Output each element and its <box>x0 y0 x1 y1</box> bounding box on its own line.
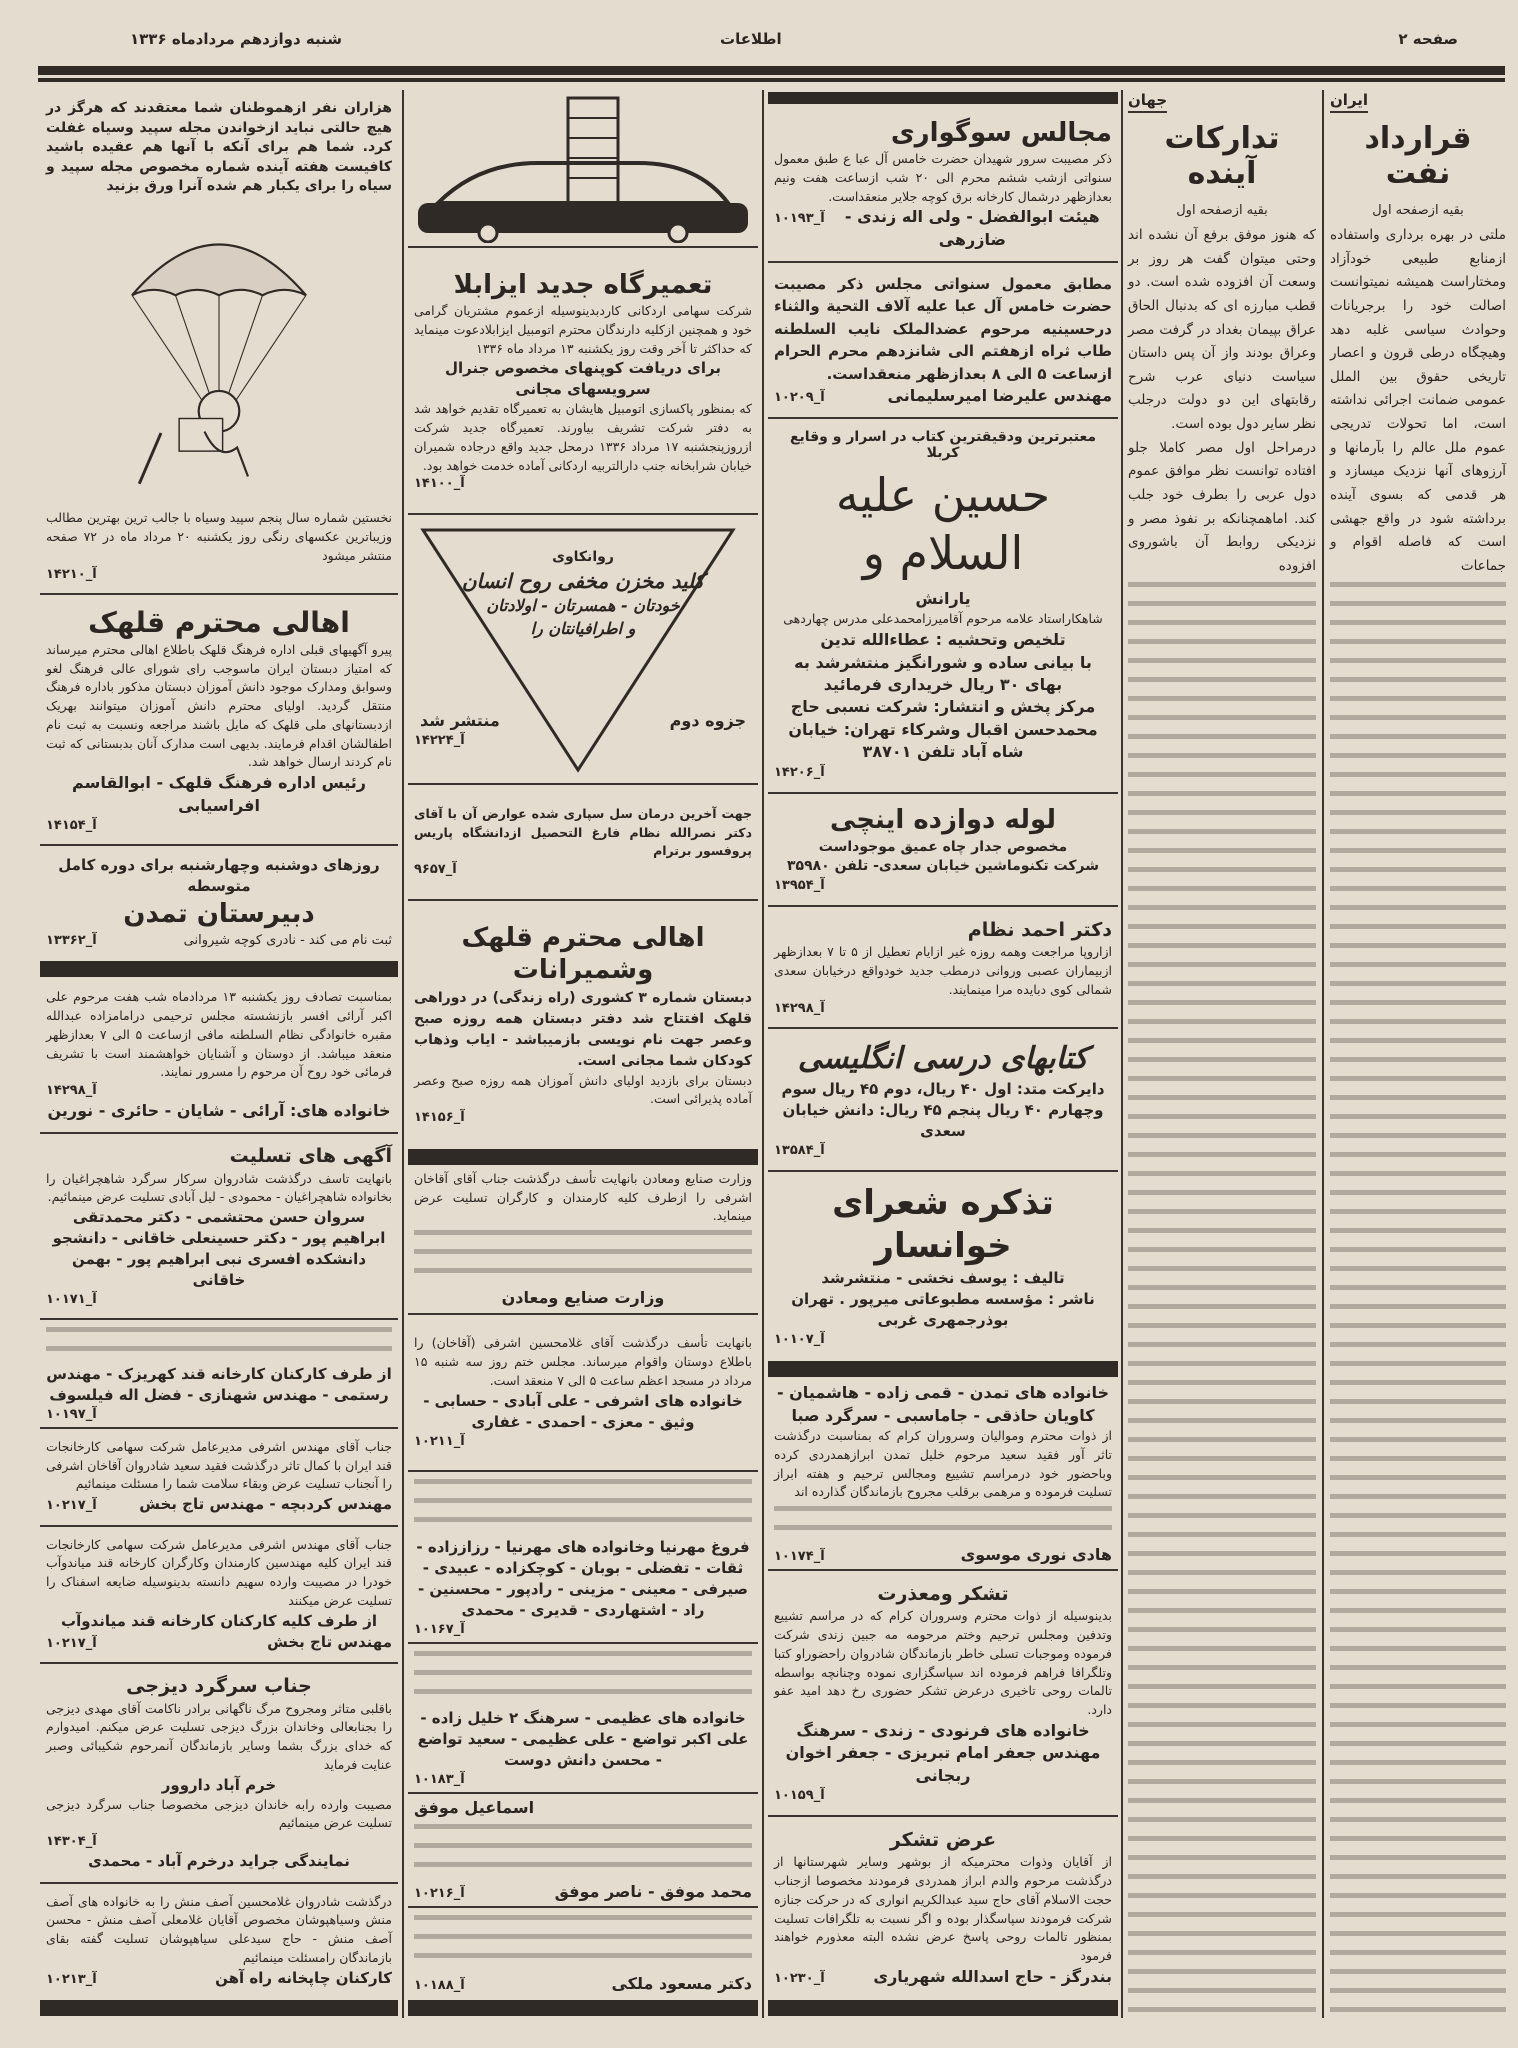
ad-psychoanalysis-booklet <box>408 515 758 785</box>
notice-code: آ_۱۰۱۵۹ <box>774 1787 825 1803</box>
ad-code: آ_۱۴۲۲۴ <box>414 733 465 749</box>
notice-code: آ_۱۰۲۱۳ <box>46 1971 97 1987</box>
black-bar <box>768 2000 1118 2016</box>
ad-pipe <box>768 794 1118 907</box>
column-divider <box>762 90 764 2018</box>
ad-distributor: مرکز پخش و انتشار: شرکت نسبی حاج محمدحسن اقبال وشرکاء تهران: خیابان شاه آباد تلفن ۳۸۷۰۱ <box>788 697 1098 762</box>
ad-text: دبستان برای بازدید اولیای دانش آموزان همه روزه صبح وعصر آماده پذیرائی است. <box>414 1072 752 1107</box>
ad-title: کتابهای درسی انگلیسی <box>797 1041 1089 1077</box>
ad-author: تالیف : یوسف نخشی - منتشرشد <box>821 1269 1065 1288</box>
ads-column-5 <box>40 90 398 2018</box>
notice-code: آ_۱۰۱۶۷ <box>414 1621 465 1637</box>
ad-khansar-poets <box>768 1172 1118 1360</box>
ad-text: پیرو آگهیهای قبلی اداره فرهنگ قلهک باطلاع اهالی محترم میرساند که امتیاز دبستان ایران ماسوجب رای شورای عالی فرهنگ لغو وسوابق ومدارک موجود دانش آموزان دبستان مذکور باداره فرهنگ منتقل گردید. اولیای محترم دانش آموزان میتوانند بهریک ازدبستانهای ملی قلهک که مایل باشند مراجعه ونسبت به ثبت نام اطفالشان اقدام فرمایند. بدیهی است مدارک آنان بدبستانی که ثبت نام کردند ارسال خواهد شد. <box>46 641 392 770</box>
notice-signature: خرم آباد داروور <box>161 1775 277 1794</box>
ad-izabla-garage <box>408 248 758 515</box>
ad-title: دکتر احمد نظام <box>967 918 1112 941</box>
black-bar <box>768 92 1118 104</box>
notice-code: آ_۱۰۱۷۱ <box>46 1292 97 1308</box>
notice-signature: فروغ مهرنیا وخانواده های مهرنیا - رزاززاده - ثقات - تفضلی - بوبان - کوچکزاده - عبیدی - صیرفی - معینی - مزینی - رادپور - محسنین - راد - اشتهاردی - قدیری - محمدی <box>416 1537 750 1619</box>
ad-code: آ_۱۴۲۹۸ <box>774 1000 825 1016</box>
ad-line: جزوه دوم <box>669 711 746 731</box>
notice-signature: کارکنان چاپخانه راه آهن <box>215 1968 392 1987</box>
ad-code: آ_۱۴۱۵۴ <box>46 818 97 834</box>
notice-code: آ_۱۰۱۸۸ <box>414 1977 465 1993</box>
ad-line: روانکاوی <box>552 548 614 565</box>
notice-azimi <box>408 1644 758 1794</box>
notice-signature: محمد موفق - ناصر موفق <box>554 1881 752 1901</box>
column-divider <box>1121 90 1123 2018</box>
ad-author: شاهکاراستاد علامه مرحوم آقامیرزامحمدعلی مدرس چهاردهی <box>783 611 1103 627</box>
ad-intro: معتبرترین ودقیقترین کتاب در اسرار و وقایع کربلا <box>789 429 1097 462</box>
ad-tamaddon-school <box>40 846 398 959</box>
ad-title: تعمیرگاه جدید ایزابلا <box>453 269 713 300</box>
ad-company: شرکت تکنوماشین خیابان سعدی- تلفن ۳۵۹۸۰ <box>786 858 1099 875</box>
ad-qolhak-education <box>40 595 398 846</box>
notice-signature: سروان حسن محتشمی - دکتر محمدتقی ابراهیم پور - دکتر حسینعلی خاقانی - دانشجو دانشکده افسری نبی ابراهیم پور - بهمن خاقانی <box>52 1208 386 1290</box>
column-divider <box>402 90 404 2018</box>
notice-signature: مهندس کردبچه - مهندس تاج بخش <box>139 1495 392 1514</box>
notice-signature: خانواده های عظیمی - سرهنگ ۲ خلیل زاده - علی اکبر تواضع - علی عظیمی - سعید تواضع - محسن دانش دوست <box>417 1709 749 1770</box>
notice-title: عرض تشکر <box>889 1828 997 1851</box>
notice-araee <box>40 979 398 1134</box>
ad-code: آ_۱۳۳۶۲ <box>46 932 97 948</box>
notice-text: جناب آقای مهندس اشرفی مدیرعامل شرکت سهامی کارخانجات قند ایران کلیه مهندسین کارمندان وکارگران کارخانه قند میاندوآب خودرا در مصیبت وارده سهیم دانسته بدینوسیله ضایعه اسفناک را تسلیت عرض میکنند <box>46 1536 392 1608</box>
ad-title: کلید مخزن مخفی روح انسان <box>461 569 705 594</box>
ad-code: آ_۹۶۵۷ <box>414 862 457 878</box>
black-bar <box>40 961 398 977</box>
ad-publisher: ناشر : مؤسسه مطبوعاتی میرپور . تهران بوذرجمهری غربی <box>791 1290 1095 1330</box>
ad-mourning <box>768 106 1118 263</box>
article-oil-contract <box>1330 90 1506 2018</box>
notice-movafegh <box>408 1794 758 1908</box>
notice-text: درگذشت شادروان غلامحسین آصف منش را به خانواده های آصف منش وسیاهپوشان مخصوص آقایان غلامعلی آصف منش - محسن آصف منش - حاج سیدعلی سیاهپوشان تسلیت گفته بقای بازماندگان رامسئلت مینمائیم <box>46 1893 392 1965</box>
notice-title: جناب سرگرد دیزجی <box>126 1675 312 1698</box>
notice-code: آ_۱۰۲۱۷ <box>46 1635 97 1651</box>
ad-title: مجالس سوگواری <box>890 117 1112 148</box>
black-bar <box>40 2000 398 2016</box>
notice-condolences <box>40 1134 398 1321</box>
ads-column-3 <box>768 90 1118 2018</box>
continued-label: بقیه ازصفحه اول <box>1372 203 1464 218</box>
ad-text: ذکر مصیبت سرور شهیدان حضرت خامس آل عبا ع طبق معمول سنواتی ازشب ششم محرم الی ۲۰ شب ازساعت هفت ونیم بعدازظهر درشمال کارخانه برق کوچه جلایر منعقداست. <box>774 151 1112 204</box>
notice-signature: هادی نوری موسوی <box>960 1544 1112 1564</box>
black-bar <box>408 1149 758 1165</box>
notice-code: آ_۱۰۱۷۴ <box>774 1548 825 1564</box>
ad-text: دایرکت متد: اول ۴۰ ریال، دوم ۴۵ ریال سوم وچهارم ۴۰ ریال پنجم ۴۵ ریال: دانش خیابان سعدی <box>781 1079 1105 1140</box>
ad-mourning-2 <box>768 263 1118 419</box>
ad-doctor-nasrollah <box>408 785 758 901</box>
notice-thanks <box>768 1817 1118 1998</box>
notice-code: آ_۱۰۲۱۱ <box>414 1433 465 1449</box>
building-car-illustration <box>418 93 748 243</box>
ad-code: آ_۱۴۱۵۶ <box>414 1110 465 1125</box>
notice-code: آ_۱۰۱۸۳ <box>414 1772 465 1788</box>
notice-code: آ_۱۴۲۹۸ <box>46 1083 97 1099</box>
notice-signature: از طرف کلیه کارکنان کارخانه قند میاندوآب <box>61 1611 377 1630</box>
notice-thanks-apology <box>768 1571 1118 1817</box>
ad-text: دبستان شماره ۳ کشوری (راه زندگی) در دوراهی قلهک افتتاح شد دفتر دبستان همه روزه صبح وعصر جهت نام نویسی بازمیباشد - ایاب وذهاب کودکان شما مجانی است. <box>414 989 752 1069</box>
ad-line: منتشر شد <box>420 711 500 731</box>
ad-subtitle: یارانش <box>915 589 971 609</box>
notice-signature: بندرگز - حاج اسدالله شهریاری <box>873 1966 1112 1986</box>
garage-illustration <box>408 90 758 248</box>
notice-text: وزارت صنایع ومعادن بانهایت تأسف درگذشت جناب آقای آقاخان اشرفی را ازطرف کلیه کارمندان و کارگران تسلیت عرض مینماید. <box>414 1170 752 1224</box>
ad-text: ثبت نام می کند - نادری کوچه شیروانی <box>183 932 392 948</box>
ad-signature: رئیس اداره فرهنگ قلهک - ابوالقاسم افراسیابی <box>72 773 366 815</box>
article-title: تدارکات آینده <box>1164 121 1280 191</box>
notice-signature: مهندس تاج بخش <box>267 1632 392 1651</box>
notice-text <box>414 1915 752 1968</box>
notice-code: آ_۱۰۱۹۷ <box>46 1406 97 1422</box>
ad-highlight: برای دریافت کوپنهای مخصوص جنرال سرویسهای مجانی <box>444 359 722 399</box>
ad-text: جهت آخرین درمان سل سپاری شده عوارض آن با آقای دکتر نصرالله نظام فارغ التحصیل ازدانشگاه پاریس پروفسور برترام <box>414 805 752 859</box>
notice-text: بمناسبت تصادف روز یکشنبه ۱۳ مردادماه شب هفت مرحوم علی اکبر آرائی افسر بازنشسته مجلس ترحیمی درامامزاده عبدالله مقبره خانوادگی نظام السلطنه مافی ازساعت ۵ الی ۷ بعدازظهر منعقد میباشد. از دوستان و آشنایان خواهشمند است با تشریف فرمائی خود روح آن مرحوم را مسرور نمایند. <box>46 989 392 1080</box>
ad-sepid-va-siah <box>40 90 398 500</box>
notice-signature: خانواده های فرنودی - زندی - سرهنگ مهندس جعفر امام تبریزی - جعفر اخوان ربجانی <box>785 1720 1101 1785</box>
ad-code: آ_۱۰۲۰۹ <box>774 390 825 406</box>
ad-code: آ_۱۴۲۱۰ <box>46 566 97 582</box>
notice-aghakhan <box>408 1315 758 1473</box>
ad-signature: مهندس علیرضا امیرسلیمانی <box>887 386 1112 406</box>
ad-title: اهالی محترم قلهک <box>88 605 350 639</box>
section-label: ایران <box>1330 91 1368 113</box>
notice-text: از ذوات محترم وموالیان وسروران کرام که بمناسبت درگذشت تاثر آور فقید سعید مرحوم خلیل تمدن ابرازهمدردی کرده وباحضور خود درمراسم تشییع ومجالس ترحیم و هفته ابراز تسلیت فرموده و مرهمی برقلب مجروح بازماندگان گذارده اند <box>774 1428 1112 1500</box>
notice-signature: خانواده های: آرائی - شایان - حائری - نورین <box>47 1101 391 1121</box>
page-number: صفحه ۲ <box>1398 30 1458 48</box>
ad-english-books <box>768 1029 1118 1171</box>
notice-signature: خانواده های اشرفی - علی آبادی - حسابی - وثیق - معزی - احمدی - غفاری <box>423 1391 743 1431</box>
notice-text: بانهایت تأسف درگذشت آقای غلامحسین اشرفی (آقاخان) را باطلاع دوستان واقوام میرساند. مجلس ختم روز سه شنبه ۱۵ مرداد در مسجد اعظم ساعت ۵ الی ۷ منعقد است. <box>414 1335 752 1388</box>
ad-signature: هیئت ابوالفضل - ولی اله زندی - ضازرهی <box>844 207 1100 249</box>
notice-text <box>414 1479 752 1532</box>
newspaper-name: اطلاعات <box>720 30 782 48</box>
ad-line: خودتان - همسرتان - اولادتان <box>486 596 680 616</box>
section-title: آگهی های تسلیت <box>229 1144 392 1167</box>
article-text-continued <box>1330 582 1506 2014</box>
section-label: جهان <box>1128 91 1167 113</box>
ad-text: شرکت سهامی اردکانی کاردبدینوسیله ازعموم مشتریان گرامی خود و همچنین ازکلیه دارندگان محترم اتومبیل ایزابلادعوت مینماید که حداکثر تا آخر وقت روز یکشنبه ۱۳ مرداد ماه ۱۳۳۶ <box>414 303 752 356</box>
notice-text: بدینوسیله از ذوات محترم وسروران کرام که در مراسم تشییع وتدفین ومجلس ترحیم وختم مرحومه مه جبین زندی شرکت فرموده وموجبات تسلی خاطر بازماندگان شادروان راحضوراو کتبا وتلگرافا فراهم فرموده اند سپاسگزاری نموده وچنانچه بواسطه تالمات روحی تاخیری درعرض تشکر حضوری رخ دهد امید عفو دارد. <box>774 1608 1112 1718</box>
ad-code: آ_۱۰۱۹۳ <box>774 211 825 227</box>
article-body: درمراحل اول مصر کاملا جلو افتاده توانست نظر موافق عموم دول عربی را بطرف خود جلب کند. اماهمچنانکه بر نفوذ مصر و نزدیکی روابط آن باشوروی افزوده <box>1128 439 1316 574</box>
ad-school-qolhak <box>408 901 758 1147</box>
ad-code: آ_۱۴۲۰۶ <box>774 764 825 780</box>
ad-text: روزهای دوشنبه وچهارشنبه برای دوره کامل متوسطه <box>58 856 380 896</box>
ad-code: آ_۱۳۵۸۴ <box>774 1142 825 1158</box>
notice-dizaji <box>40 1664 398 1884</box>
ad-text: مخصوص جدار چاه عمیق موجوداست <box>818 838 1068 855</box>
notice-asafmanesh <box>40 1884 398 1998</box>
notice-title: خانواده های تمدن - قمی زاده - هاشمیان - کاویان حاذقی - جاماسبی - سرگرد صبا <box>776 1383 1110 1425</box>
ad-doctor-nezam <box>768 907 1118 1030</box>
notice-text <box>414 1651 752 1704</box>
ad-line: و اطرافیانتان را <box>530 618 636 638</box>
notice-text <box>46 1327 392 1359</box>
notice-title: تشکر ومعذرت <box>877 1582 1009 1605</box>
notice-title: اسماعیل موفق <box>414 1798 535 1818</box>
article-body: که هنوز موفق برفع آن نشده اند وحتی میتوان گفت هر روز بر وسعت آن افزوده شده است. دو قطب مبارزه ای که بدنبال الحاق عراق بپیمان بغداد در گرفت مصر وعراق بودند واز آن پس داستان سیاست دنیای عرب شرح رقابتهای این دو دولت درجلب نظر سایر دول بوده است. <box>1128 227 1316 432</box>
notice-maleki <box>408 1908 758 1998</box>
article-body: ملتی در بهره برداری واستفاده ازمنابع طبیعی خودآزاد ومختاراست همیشه نمیتوانست اصالت خود را برجریانات وحوادث سیاسی غلبه دهد وهیچگاه درطی قرون و اعصار تاریخی حقوق بین الملل عمومی ضمانت اجرائی نداشته است، اما تحولات تدریجی عموم ملل عالم را بآرمانها و آرزوهای آنها نزدیک میسازد و هر قدمی که بسوی آینده برداشته شود در واقع جهشی است که فاصله اقوام و جماعات <box>1330 227 1506 574</box>
ad-title: حسین علیه السلام و <box>835 468 1051 580</box>
black-bar <box>768 1361 1118 1377</box>
notice-code: آ_۱۰۲۱۶ <box>414 1885 465 1901</box>
notice-ashrafi-1 <box>40 1429 398 1527</box>
ad-title: تذکره شعرای خوانسار <box>832 1183 1054 1266</box>
ad-text: هزاران نفر ازهموطنان شما معتقدند که هرگز در هیچ حالتی نباید ازخواندن مجله سپید وسیاه غفلت کرد. شما هم برای آنکه با آنها هم عقیده باشید کافیست هفته آینده شماره مخصوص مجله سپید و سیاه را برای یکبار هم شده آنرا ورق بزنید <box>46 100 392 195</box>
ad-code: آ_۱۳۹۵۴ <box>774 877 825 893</box>
ad-text: نخستین شماره سال پنجم سپید وسیاه با جالب ترین بهترین مطالب وزیباترین عکسهای رنگی روز یکشنبه ۲۰ مرداد ماه در ۷۲ صفحه منتشر میشود <box>46 510 393 563</box>
continued-label: بقیه ازصفحه اول <box>1176 203 1268 218</box>
notice-text: باقلبی متاثر ومجروح مرگ ناگهانی برادر ناکامت آقای مهدی دیزجی را بجنابعالی وخاندان بزرگ دیزجی تسلیت عرض میکنم. امیدوارم که خدای بزرگ بشما وسایر بازماندگان آنمرحوم شکیبائی وصبر عنایت فرماید <box>46 1700 392 1772</box>
ad-title: اهالی محترم قلهک وشمیرانات <box>461 922 705 985</box>
ad-caption <box>40 500 398 595</box>
ad-editor: تلخیص وتحشیه : عطاءالله تدین <box>820 630 1066 650</box>
issue-date: شنبه دوازدهم مردادماه ۱۳۳۶ <box>130 30 342 48</box>
notice-ashrafi-2 <box>40 1527 398 1664</box>
ad-code: آ_۱۰۱۰۷ <box>774 1332 825 1348</box>
parachute-cartoon <box>99 201 339 491</box>
notice-signature: دکتر مسعود ملکی <box>611 1973 752 1993</box>
notice-mehrnia <box>408 1472 758 1643</box>
ad-price: با بیانی ساده و شورانگیز منتشرشد به بهای ۳۰ ریال خریداری فرمائید <box>794 652 1092 695</box>
ad-book-hossein <box>768 419 1118 793</box>
ad-title: لوله دوازده اینچی <box>829 805 1057 836</box>
notice-kahrizak <box>40 1320 398 1428</box>
ad-text: ازاروپا مراجعت وهمه روزه غیر ازایام تعطیل از ۵ تا ۷ بعدازظهر ازبیماران عصبی وروانی درمطب جدید خودواقع درخیابان سعدی شمالی کوی دبایده مرا مینمایند. <box>774 944 1112 997</box>
notice-signature: وزارت صنایع ومعادن <box>501 1288 665 1308</box>
ad-code: آ_۱۴۱۰۰ <box>414 476 465 492</box>
article-text-continued <box>1128 582 1316 2014</box>
notice-code: آ_۱۴۳۰۴ <box>46 1834 97 1850</box>
column-divider <box>1322 90 1324 2018</box>
notice-text <box>414 1824 752 1877</box>
notice-text-continued <box>414 1230 752 1283</box>
notice-text-continued <box>774 1506 1112 1539</box>
article-future-preparations <box>1128 90 1316 2018</box>
black-bar <box>408 2000 758 2016</box>
ad-title: دبیرستان تمدن <box>123 899 315 930</box>
notice-tamaddon-families <box>768 1379 1118 1571</box>
notice-text: جناب آقای مهندس اشرفی مدیرعامل شرکت سهامی کارخانجات قند ایران با کمال تاثر درگذشت فقید سعید شادروان آقاخان اشرفی را آنجناب تسلیت عرض وبقاء سلامت شما را مسئلت مینمائیم <box>46 1438 392 1492</box>
ads-column-4 <box>408 90 758 2018</box>
masthead-rule <box>38 66 1505 78</box>
notice-signature: از طرف کارکنان کارخانه قند کهریزک - مهندس رستمی - مهندس شهنازی - فضل اله فیلسوف <box>46 1364 392 1404</box>
ad-text: مطابق معمول سنواتی مجلس ذکر مصیبت حضرت خامس آل عبا علیه آلاف التحیة والثناء درحسینیه مرحوم عضدالملک نایب السلطنه طاب ثراه ازهفتم الی شانزدهم محرم الحرام ازساعت ۵ الی ۸ بعدازظهر منعقداست. <box>774 274 1112 383</box>
notice-ministry <box>408 1167 758 1315</box>
ad-text: که بمنظور پاکسازی اتومبیل هایشان به تعمیرگاه تقدیم خواهد شد به دفتر شرکت تشریف بیاورند. تعمیرگاه جدید شرکت ازروزپنجشنبه ۱۷ مرداد ۱۳۳۶ درمحل جدید واقع درجاده شمیران خیابان شرابخانه جنب دارالتربیه اردکانی آماده خدمت خواهد بود. <box>414 401 752 473</box>
notice-text: مصیبت وارده رابه خاندان دیزجی مخصوصا جناب سرگرد دیزجی تسلیت عرض مینمائیم <box>46 1796 392 1831</box>
notice-code: آ_۱۰۲۱۷ <box>46 1498 97 1514</box>
notice-code: آ_۱۰۲۳۰ <box>774 1970 825 1986</box>
notice-text: از آقایان وذوات محترمیکه از بوشهر وسایر شهرستانها از درگذشت مرحوم والدم ابراز همدردی فرمودند مخصوصا ازجناب حجت الاسلام آقای حاج سید عبدالکریم انواری که در حرکت جنازه شرکت فرمودند سپاسگذار بوده و اگر نسبت به تلگرافات تسلیت بمنظور تالمات روحی پاسخ عرض نشده البته معذورم خواهند فرمود <box>774 1854 1112 1964</box>
article-title: قرارداد نفت <box>1364 121 1472 191</box>
notice-text: بانهایت تاسف درگذشت شادروان سرکار سرگرد شاهچراغیان را بخانواده شاهچراغیان - محمودی - لیل آبادی تسلیت عرض مینمائیم. <box>46 1170 392 1205</box>
notice-signature: نمایندگی جراید درخرم آباد - محمدی <box>88 1852 350 1871</box>
